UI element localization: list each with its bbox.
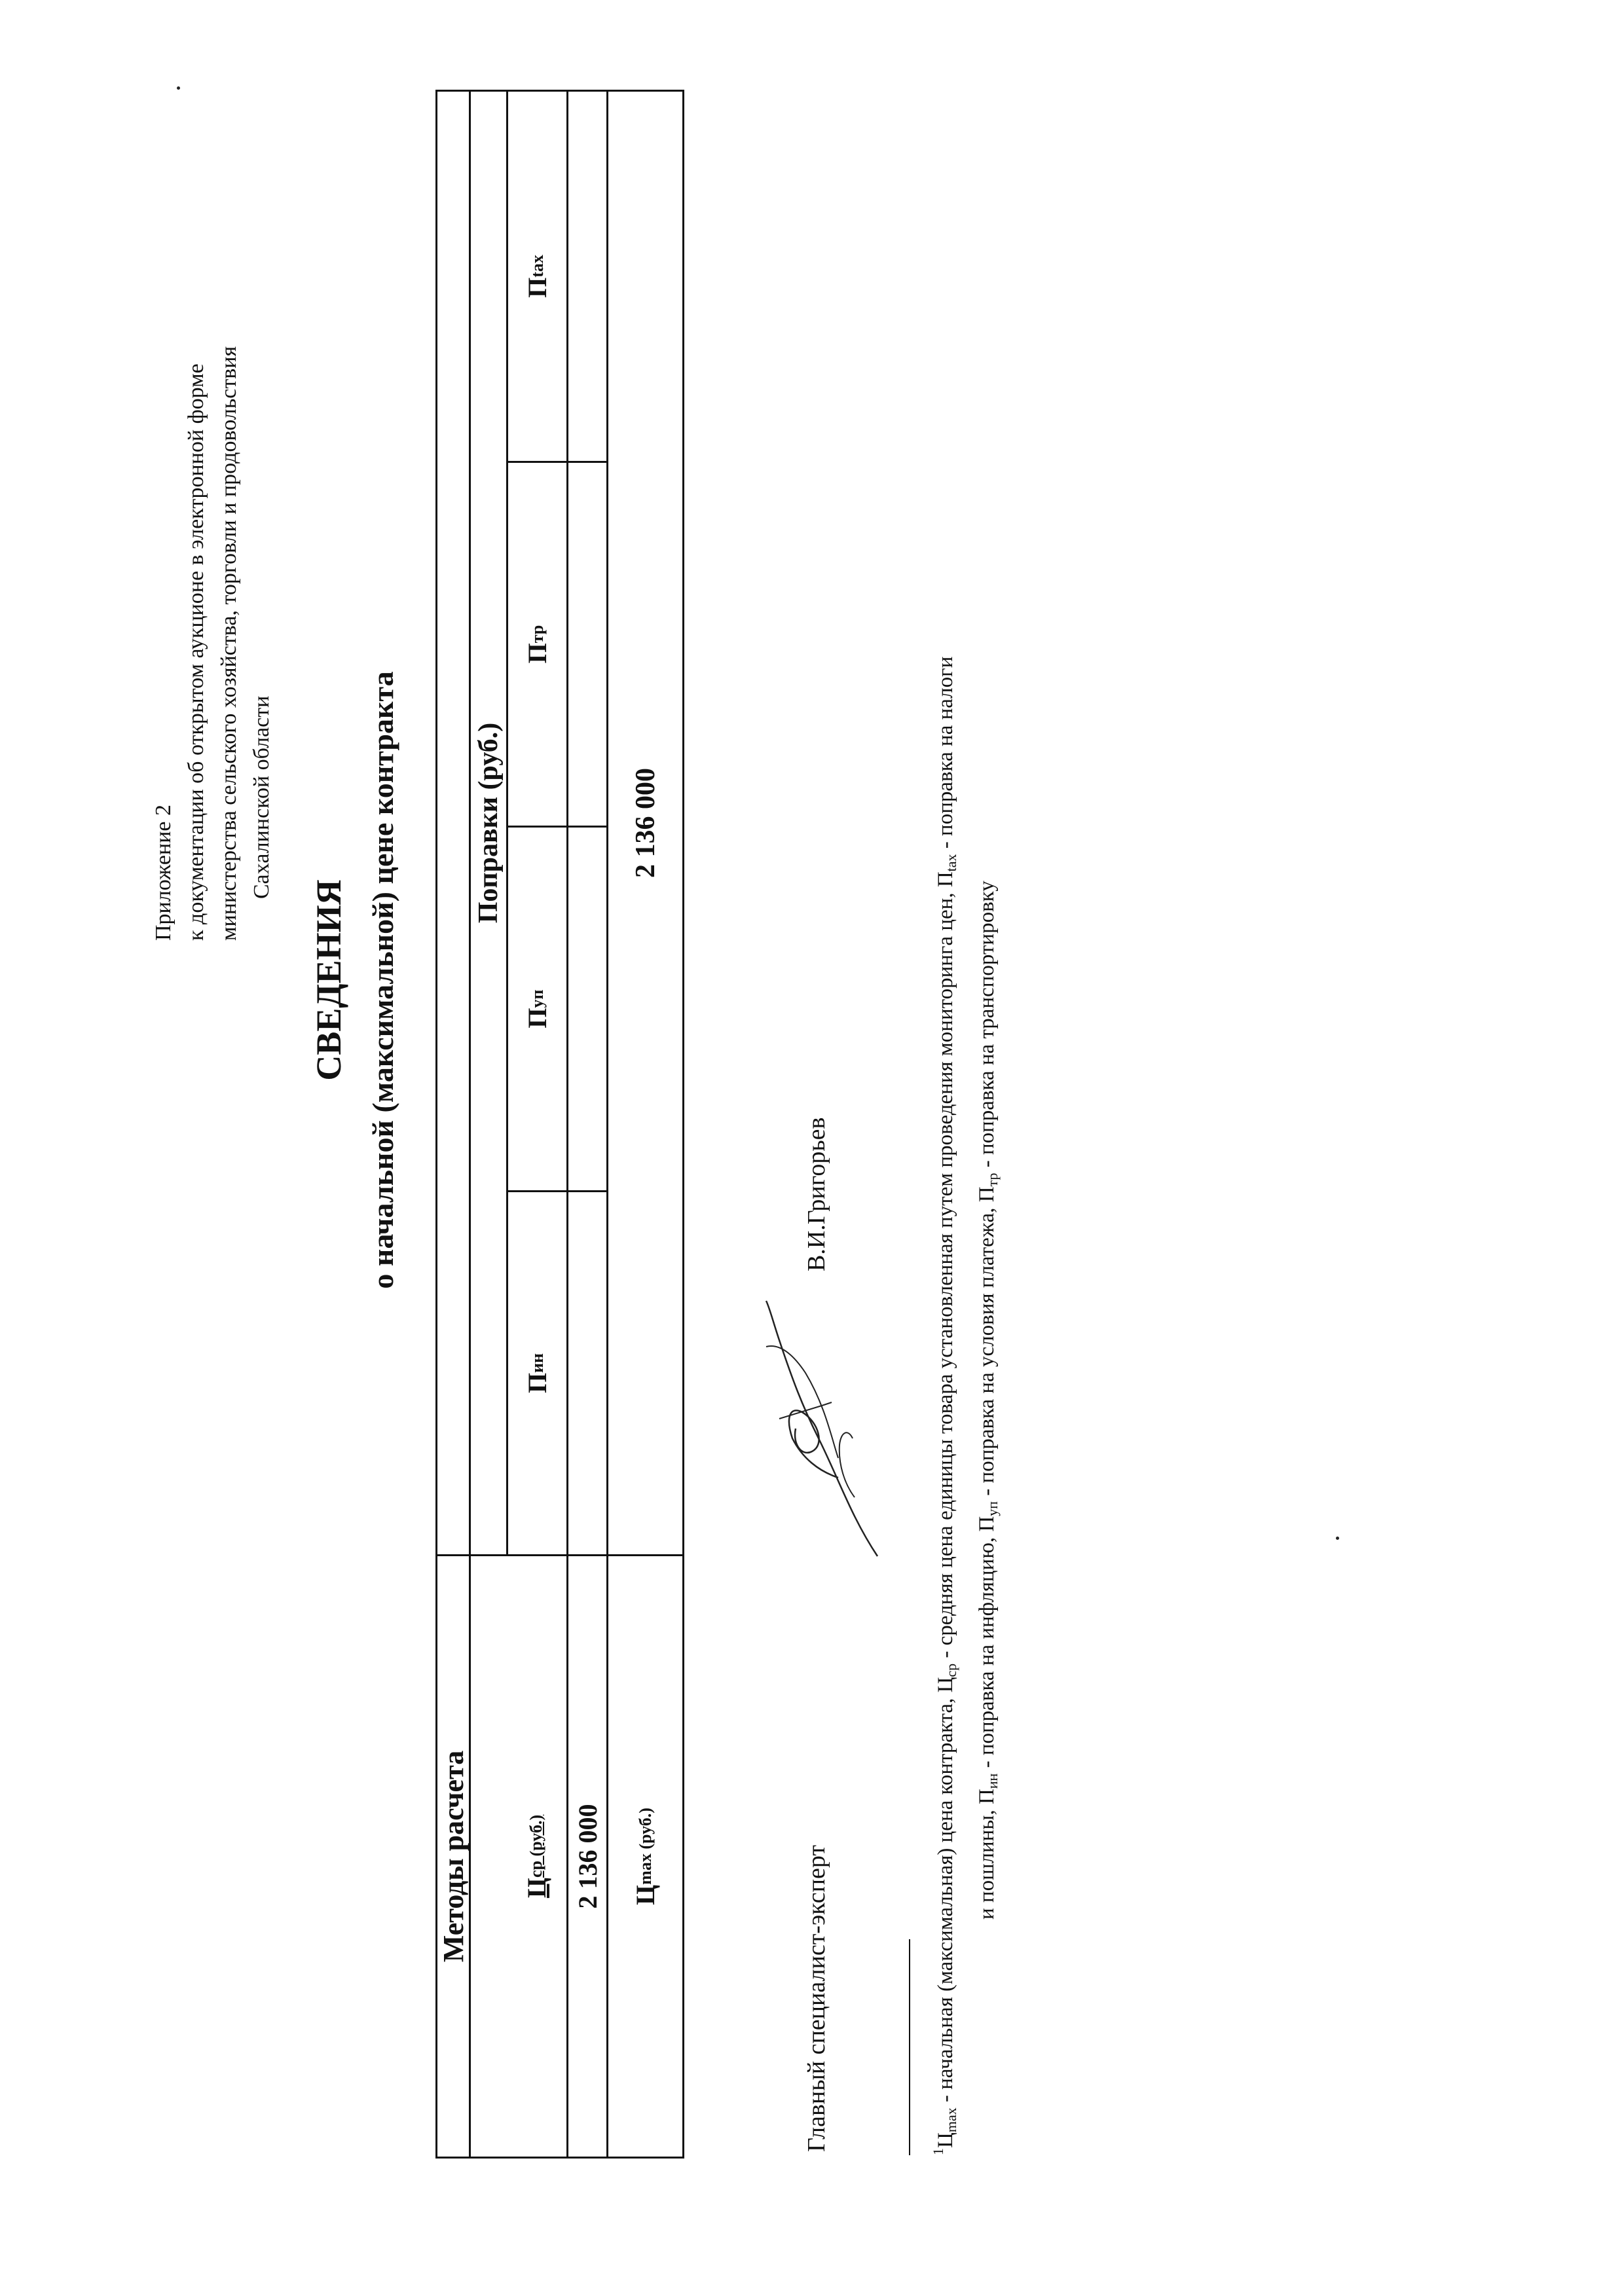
document-title: СВЕДЕНИЯ [309,879,348,1081]
adjustment-transport [508,463,566,826]
adjustments-header: Поправки (руб.) [473,722,504,924]
appendix-line-2: к документации об открытом аукционе в электронной форме [184,363,208,941]
footnote-text-1: Ц [934,2132,957,2148]
document-subtitle: о начальной (максимальной) цене контракта [366,671,399,1289]
footnote-text-8: - поправка на транспортировку [975,881,999,1173]
scan-speck-1 [177,86,180,90]
adjustment-payment-terms [508,828,566,1190]
scan-speck-2 [1336,1537,1339,1540]
footnote-marker: 1 [930,2148,946,2155]
footnote-sub-5: ин [984,1773,1001,1789]
avg-price-value: 2 136 000 [572,1804,602,1909]
footnote-sub-3: tax [943,854,959,872]
footnote-text-4: - поправка на налоги [934,656,957,854]
adjustment-transport-main: П [523,643,552,664]
avg-price-label-sub: ср (руб.) [526,1814,545,1878]
footnote-sub-2: ср [943,1663,959,1677]
methods-header: Методы расчета [437,1750,470,1963]
avg-price-label [506,1556,566,2157]
footnote [920,34,1010,2155]
appendix-header [147,90,278,941]
footnote-sub-1: max [943,2107,959,2133]
max-price-value: 2 136 000 [630,768,661,878]
adjustment-inflation [508,1192,566,1554]
adjustment-payment-sub: уп [527,989,547,1008]
footnote-sub-6: уп [984,1501,1001,1516]
appendix-line-3: министерства сельского хозяйства, торговли и продовольствия [217,346,241,941]
adjustment-tax-main: П [523,277,552,298]
footnote-text-2: - начальная (максимальная) цена контракта, Ц [934,1677,957,2108]
max-price-label-main: Ц [631,1884,660,1905]
adjustment-payment-main: П [523,1008,552,1029]
footnote-sub-7: тр [984,1173,1001,1187]
max-price-label [608,1556,682,2157]
footnote-text-5: и пошлины, П [975,1789,999,1920]
signatory-name: В.И.Григорьев [803,1117,830,1271]
avg-price-label-main: Ц [521,1877,551,1899]
signatory-position: Главный специалист-эксперт [803,1845,830,2152]
footnote-line-1 [920,34,969,2155]
footnote-text-6: - поправка на инфляцию, П [975,1516,999,1774]
price-table [435,90,684,2159]
appendix-line-1: Приложение 2 [151,805,175,941]
footnote-text-7: - поправка на условия платежа, П [975,1186,999,1502]
max-price-label-sub: max (руб.) [635,1808,655,1885]
adjustment-inflation-sub: ин [527,1353,547,1373]
handwritten-signature [740,1294,891,1569]
footnote-rule [909,1939,910,2155]
adjustment-inflation-main: П [523,1372,552,1394]
footnote-line-2 [969,34,1010,2155]
adjustment-transport-sub: тр [527,625,547,644]
adjustment-tax-sub: tax [527,255,547,278]
adjustment-tax [508,92,566,461]
appendix-line-4: Сахалинской области [249,695,274,899]
footnote-text-3: - средняя цена единицы товара установленная путем проведения мониторинга цен, П [934,871,957,1664]
